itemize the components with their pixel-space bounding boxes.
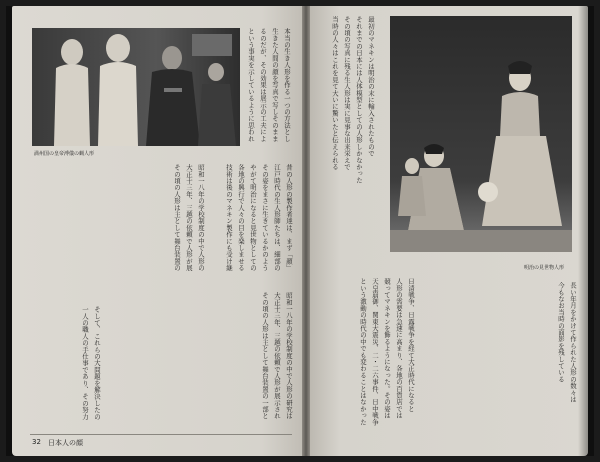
folio-title: 日本人の顔 — [48, 439, 83, 447]
folio-number: 32 — [32, 438, 41, 446]
text-column: 昔の人形の製作者達は、まず「顔」 — [285, 164, 293, 272]
right-page — [306, 6, 588, 456]
wax-figures-photo — [32, 28, 240, 146]
book-gutter — [302, 6, 310, 456]
text-column: 競ってマネキンを飾るようになった。その姿は — [383, 278, 391, 419]
text-column: 技術は後のマネキン製作にも受け継 — [225, 164, 233, 272]
text-column: 人形の需要は急速に高まり、各地の百貨店では — [395, 278, 403, 419]
photo-caption-right: 明治の見世物人形 — [524, 265, 565, 271]
text-column: 今もなお当時の面影を残している — [557, 282, 565, 383]
text-column: 最初のマネキンは明治の末に輸入されたもので — [367, 16, 375, 157]
left-page — [12, 6, 306, 456]
text-column: 大正十三年、三越の依頼で人形が展示され — [273, 292, 281, 420]
text-column: 日清戦争、日露戦争を経て大正時代になると — [407, 278, 415, 412]
text-column: 本当の生き人形を作る一つの方法とし — [283, 28, 291, 142]
text-column: 昭和一八年の学校制度の中で人形の — [197, 164, 205, 272]
text-column: 各地の興行で人々の目を楽しませる — [237, 164, 245, 272]
text-column: その姿をまさに生きているかのよう — [261, 164, 269, 272]
photo-caption-left: 満州国の皇帝溥儀の蝋人形 — [34, 151, 95, 157]
text-column: 昭和一八年の学校制度の中で人形の研究は — [285, 292, 293, 420]
text-column: 天皇崩御、関東大震災、二・二六事件、日中戦争 — [371, 278, 379, 426]
text-column: 江戸時代の生人形師たちは、細部の — [273, 164, 281, 272]
text-column: という激動の時代の中でも変わることはなかった — [359, 278, 367, 426]
text-column: 長い年月をかけて作られた人形の数々は — [569, 282, 577, 403]
meiji-dolls-photo — [390, 16, 572, 252]
text-column: 当時の人々はこれを見て大いに驚いたと伝えられる — [331, 16, 339, 171]
text-column: その頃の人形は主として舞台装置の — [173, 164, 181, 272]
text-column: という事実を示しているように思われ — [247, 28, 255, 142]
open-book — [6, 6, 594, 456]
text-column: そして、これらの大問題を解決したの — [93, 306, 101, 420]
page-rule — [30, 434, 292, 435]
text-column: 一人の職人の手仕事であり、その努力 — [81, 306, 89, 420]
text-column: その頃の人形は主として舞台装置の一部と — [261, 292, 269, 420]
text-column: 生きた人間の顔を写真で写しそのまま — [271, 28, 279, 142]
text-column: その頃の写真に残る生人形は実に見事な出来栄えで — [343, 16, 351, 171]
text-column: 大正十三年、三越の依頼で人形が展 — [185, 164, 193, 272]
text-column: るのだが、その効果は展示の工夫によ — [259, 28, 267, 142]
text-column: やがて明治になると見世物としての — [249, 164, 257, 272]
text-column: それまでの日本には人体模型としての人形しかなかった — [355, 16, 363, 184]
page-edge-shadow — [578, 6, 588, 456]
